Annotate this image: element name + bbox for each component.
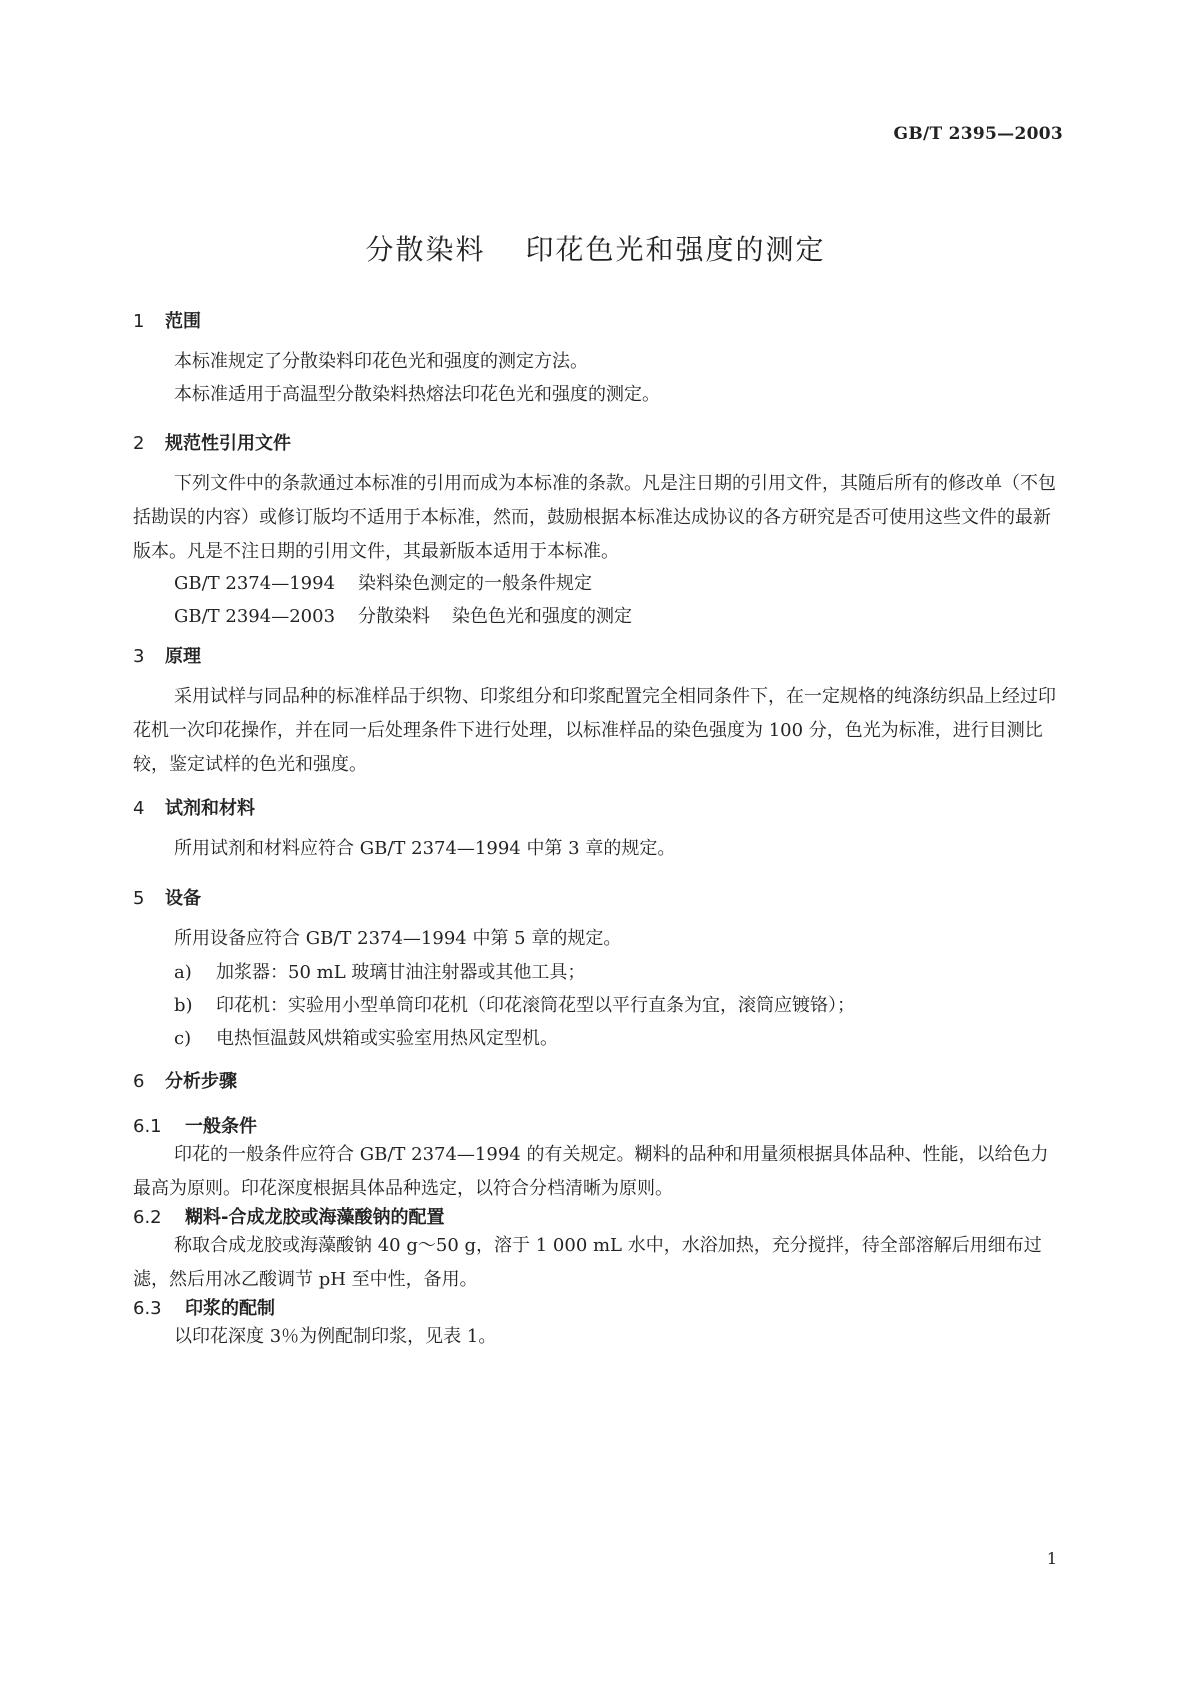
page-number: 1 — [1046, 1549, 1057, 1568]
list-text: 加浆器：50 mL 玻璃甘油注射器或其他工具； — [216, 962, 586, 983]
section-number: 5 — [133, 888, 145, 909]
section-number: 3 — [133, 646, 145, 667]
section-title: 分析步骤 — [165, 1071, 237, 1092]
section-5-heading — [133, 884, 201, 910]
section-1-para-1: 本标准规定了分散染料印花色光和强度的测定方法。 — [174, 351, 588, 372]
section-title: 设备 — [165, 888, 201, 909]
list-label: a) — [174, 962, 192, 983]
section-6-2-para-1: 称取合成龙胶或海藻酸钠 40 g～50 g，溶于 1 000 mL 水中，水浴加热，充分搅拌，待全部溶解后用细布过滤，然后用冰乙酸调节 pH 至中性，备用。 — [133, 1235, 1042, 1290]
section-4-para-1: 所用试剂和材料应符合 GB/T 2374—1994 中第 3 章的规定。 — [174, 838, 676, 859]
section-6-3-para-1: 以印花深度 3％为例配制印浆，见表 1。 — [174, 1326, 497, 1347]
list-label: b) — [174, 995, 193, 1016]
subsection-number: 6.1 — [133, 1116, 162, 1137]
section-6-2-heading — [133, 1203, 444, 1229]
section-5-para-1: 所用设备应符合 GB/T 2374—1994 中第 5 章的规定。 — [174, 928, 622, 949]
reference-title-b: 染色色光和强度的测定 — [452, 606, 632, 627]
subsection-title: 印浆的配制 — [185, 1298, 275, 1319]
reference-title-a: 分散染料 — [358, 606, 430, 627]
section-6-3-heading — [133, 1294, 275, 1320]
section-1-heading — [133, 307, 201, 333]
reference-item — [174, 602, 632, 628]
section-6-heading — [133, 1067, 237, 1093]
list-text: 电热恒温鼓风烘箱或实验室用热风定型机。 — [216, 1028, 558, 1049]
section-2-heading — [133, 429, 291, 455]
list-item — [174, 1024, 558, 1050]
section-number: 6 — [133, 1071, 145, 1092]
section-3-heading — [133, 642, 201, 668]
reference-title: 染料染色测定的一般条件规定 — [358, 573, 592, 594]
title-part1: 分散染料 — [365, 233, 486, 266]
list-item — [174, 958, 585, 984]
section-number: 2 — [133, 433, 145, 454]
document-title — [0, 228, 1191, 268]
section-2-para-1: 下列文件中的条款通过本标准的引用而成为本标准的条款。凡是注日期的引用文件，其随后所有的修改单（不包括勘误的内容）或修订版均不适用于本标准，然而，鼓励根据本标准达成协议的各方研究是否可使用这些文件的最新版本。凡是不注日期的引用文件，其最新版本适用于本标准。 — [133, 473, 1056, 562]
title-part2: 印花色光和强度的测定 — [525, 233, 826, 266]
standard-number: GB/T 2395—2003 — [893, 124, 1063, 144]
section-title: 原理 — [165, 646, 201, 667]
section-title: 规范性引用文件 — [165, 433, 291, 454]
section-4-heading — [133, 794, 255, 820]
list-label: c) — [174, 1028, 192, 1049]
subsection-title: 糊料-合成龙胶或海藻酸钠的配置 — [185, 1207, 445, 1228]
subsection-number: 6.2 — [133, 1207, 162, 1228]
list-item — [174, 991, 855, 1017]
section-3-para-1: 采用试样与同品种的标准样品于织物、印浆组分和印浆配置完全相同条件下，在一定规格的纯涤纺织品上经过印花机一次印花操作，并在同一后处理条件下进行处理，以标准样品的染色强度为 100 分，色光为标准，进行目测比较，鉴定试样的色光和强度。 — [133, 686, 1056, 775]
list-text: 印花机：实验用小型单筒印花机（印花滚筒花型以平行直条为宜，滚筒应镀铬）； — [216, 995, 855, 1016]
reference-code: GB/T 2394—2003 — [174, 606, 336, 627]
reference-code: GB/T 2374—1994 — [174, 573, 336, 594]
section-title: 试剂和材料 — [165, 798, 255, 819]
section-6-1-heading — [133, 1112, 257, 1138]
section-number: 1 — [133, 311, 145, 332]
section-title: 范围 — [165, 311, 201, 332]
subsection-title: 一般条件 — [185, 1116, 257, 1137]
section-1-para-2: 本标准适用于高温型分散染料热熔法印花色光和强度的测定。 — [174, 384, 660, 405]
section-6-1-para-1: 印花的一般条件应符合 GB/T 2374—1994 的有关规定。糊料的品种和用量须根据具体品种、性能，以给色力最高为原则。印花深度根据具体品种选定，以符合分档清晰为原则。 — [133, 1144, 1049, 1199]
reference-item — [174, 569, 592, 595]
section-number: 4 — [133, 798, 145, 819]
subsection-number: 6.3 — [133, 1298, 162, 1319]
